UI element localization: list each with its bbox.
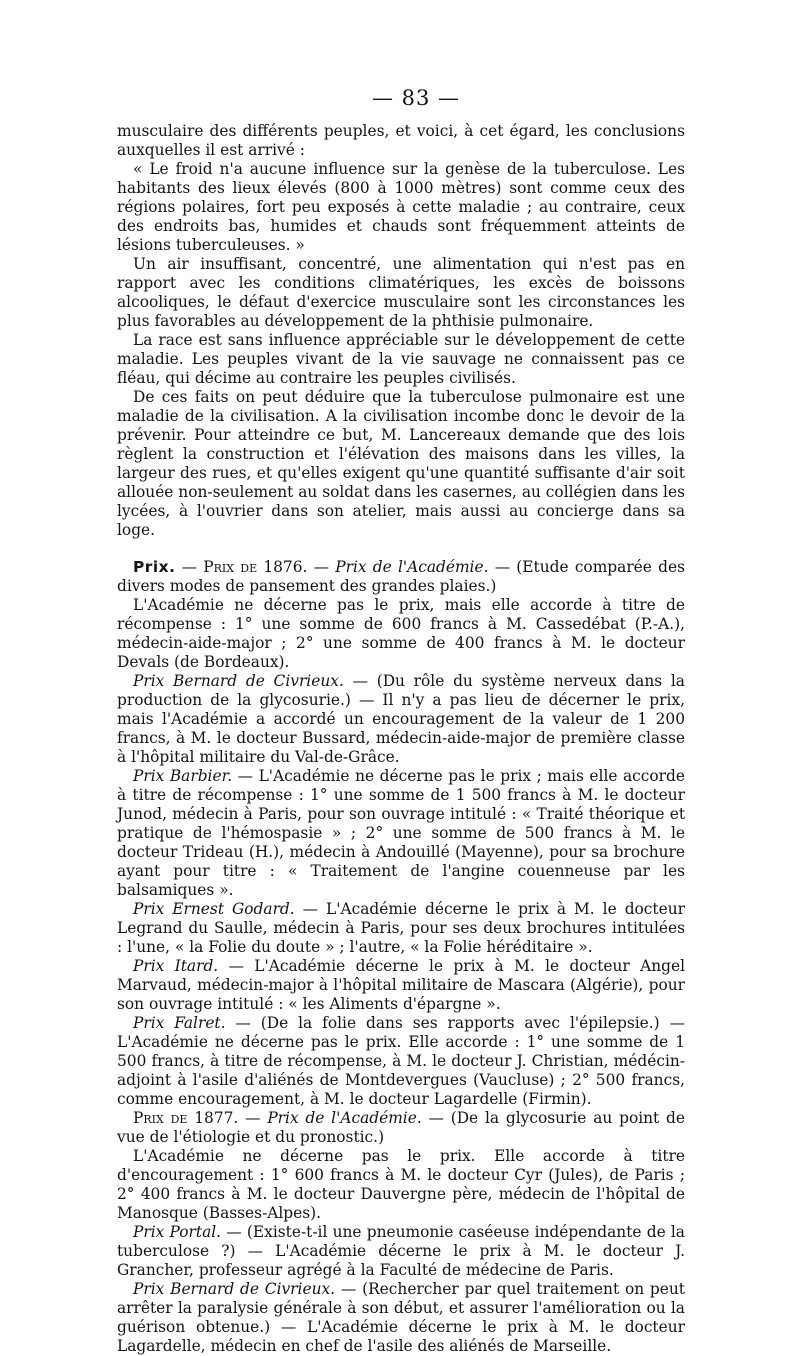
prix-1877-heading: Prix de 1877. [133, 1109, 239, 1127]
prix-academie-subject: — (Etude comparée des divers modes de pansement des grandes plaies.) [117, 558, 685, 595]
prix-itard-paragraph [117, 957, 685, 1014]
prix-godard-paragraph [117, 900, 685, 957]
dash: — [307, 558, 336, 576]
dash: — [238, 1109, 268, 1127]
prix-barbier-text: — L'Académie ne décerne pas le prix ; mais elle accorde à titre de récompense : 1° une somme de 1 500 francs à M. le docteur Junod, médecin à Paris, pour son ouvrage intitulé : « Traité théorique et pratique de l'hémospasie » ; 2° une somme de 500 francs à M. le docteur Trideau (H.), médecin à Andouillé (Mayenne), pour sa brochure ayant pour titre : « Traitement de l'angine couenneuse par les balsamiques ». [117, 767, 685, 899]
prix-bernard-1877-paragraph [117, 1280, 685, 1356]
prix-bernard-text: — (Du rôle du système nerveux dans la production de la glycosurie.) — Il n'y a pas lieu de décerner le prix, mais l'Académie a accordé un encouragement de la valeur de 1 200 francs, à M. le docteur Bussard, médecin-aide-major de première classe à l'hôpital militaire du Val-de-Grâce. [117, 672, 685, 766]
paragraph-continuation: musculaire des différents peuples, et voici, à cet égard, les conclusions auxquelles il est arrivé : [117, 122, 685, 159]
prix-falret-paragraph [117, 1014, 685, 1109]
prix-heading-paragraph [117, 558, 685, 596]
prix-academie-decision: L'Académie ne décerne pas le prix, mais elle accorde à titre de récompense : 1° une somme de 600 francs à M. Cassedébat (P.-A.), médecin-aide-major ; 2° une somme de 400 francs à M. le docteur Devals (de Bordeaux). [117, 596, 685, 671]
prix-lead: Prix. [133, 558, 176, 576]
paragraph-air: Un air insuffisant, concentré, une alimentation qui n'est pas en rapport avec les conditions climatériques, les excès de boissons alcooliques, le défaut d'exercice musculaire sont les circonstances les plus favorables au développement de la phthisie pulmonaire. [117, 255, 685, 330]
prix-1876-heading: Prix de 1876. [203, 558, 308, 576]
paragraph-quote: « Le froid n'a aucune influence sur la genèse de la tuberculose. Les habitants des lieux élevés (800 à 1000 mètres) sont comme ceux des régions polaires, fort peu exposés à cette maladie ; au contraire, ceux des endroits bas, humides et chauds sont fréquemment atteints de lésions tuberculeuses. » [117, 160, 685, 254]
prix-falret-text: — (De la folie dans ses rapports avec l'épilepsie.) — L'Académie ne décerne pas le prix. Elle accorde : 1° une somme de 1 500 francs, à titre de récompense, à M. le docteur J. Christian, médécin-adjoint à l'asile d'aliénés de Montdevergues (Vaucluse) ; 2° 500 francs, comme encouragement, à M. le docteur Lagardelle (Firmin). [117, 1014, 685, 1108]
prix-itard-title: Prix Itard. [133, 957, 219, 975]
prix-portal-paragraph [117, 1223, 685, 1280]
prix-falret-title: Prix Falret. [133, 1014, 226, 1032]
prix-academie-title: Prix de l'Académie. [335, 558, 489, 576]
prix-barbier-paragraph [117, 767, 685, 900]
prix-bernard-1877-title: Prix Bernard de Civrieux. [133, 1280, 336, 1298]
prix-portal-title: Prix Portal. [133, 1223, 222, 1241]
book-page [117, 86, 685, 1356]
dash: — [175, 558, 204, 576]
prix-bernard-1877-text: — (Rechercher par quel traitement on peut arrêter la paralysie générale à son début, et assurer l'amélioration ou la guérison obtenue.) — L'Académie décerne le prix à M. le docteur Lagardelle, médecin en chef de l'asile des aliénés de Marseille. [117, 1280, 685, 1355]
page-number: — 83 — [371, 86, 461, 110]
prix-itard-text: — L'Académie décerne le prix à M. le docteur Angel Marvaud, médecin-major à l'hôpital militaire de Mascara (Algérie), pour son ouvrage intitulé : « les Aliments d'épargne ». [117, 957, 686, 1013]
paragraph-civilisation: De ces faits on peut déduire que la tuberculose pulmonaire est une maladie de la civilisation. A la civilisation incombe donc le devoir de la prévenir. Pour atteindre ce but, M. Lancereaux demande que des lois règlent la construction et l'élévation des maisons dans les villes, la largeur des rues, et qu'elles exigent qu'une quantité suffisante d'air soit allouée non-seulement au soldat dans les casernes, au collégien dans les lycées, à l'ouvrier dans son atelier, mais aussi au concierge dans sa loge. [117, 388, 685, 539]
prix-1877-paragraph [117, 1109, 685, 1147]
prix-bernard-paragraph [117, 672, 685, 767]
prix-barbier-title: Prix Barbier. [133, 767, 233, 785]
prix-portal-text: — (Existe-t-il une pneumonie caséeuse indépendante de la tuberculose ?) — L'Académie décerne le prix à M. le docteur J. Grancher, professeur agrégé à la Faculté de médecine de Paris. [117, 1223, 685, 1279]
prix-academie-1877-decision: L'Académie ne décerne pas le prix. Elle accorde à titre d'encouragement : 1° 600 francs à M. le docteur Cyr (Jules), de Paris ; 2° 400 francs à M. le docteur Dauvergne père, médecin de l'hôpital de Manosque (Basses-Alpes). [117, 1147, 685, 1222]
prix-godard-text: — L'Académie décerne le prix à M. le docteur Legrand du Saulle, médecin à Paris, pour ses deux brochures intitulées : l'une, « la Folie du doute » ; l'autre, « la Folie héréditaire ». [117, 900, 685, 956]
paragraph-race: La race est sans influence appréciable sur le développement de cette maladie. Les peuples vivant de la vie sauvage ne connaissent pas ce fléau, qui décime au contraire les peuples civilisés. [117, 331, 685, 387]
prix-bernard-title: Prix Bernard de Civrieux. [133, 672, 344, 690]
prix-godard-title: Prix Ernest Godard. [133, 900, 295, 918]
prix-academie-1877-subject: — (De la glycosurie au point de vue de l'étiologie et du pronostic.) [117, 1109, 685, 1146]
prix-academie-1877-title: Prix de l'Académie. [267, 1109, 422, 1127]
